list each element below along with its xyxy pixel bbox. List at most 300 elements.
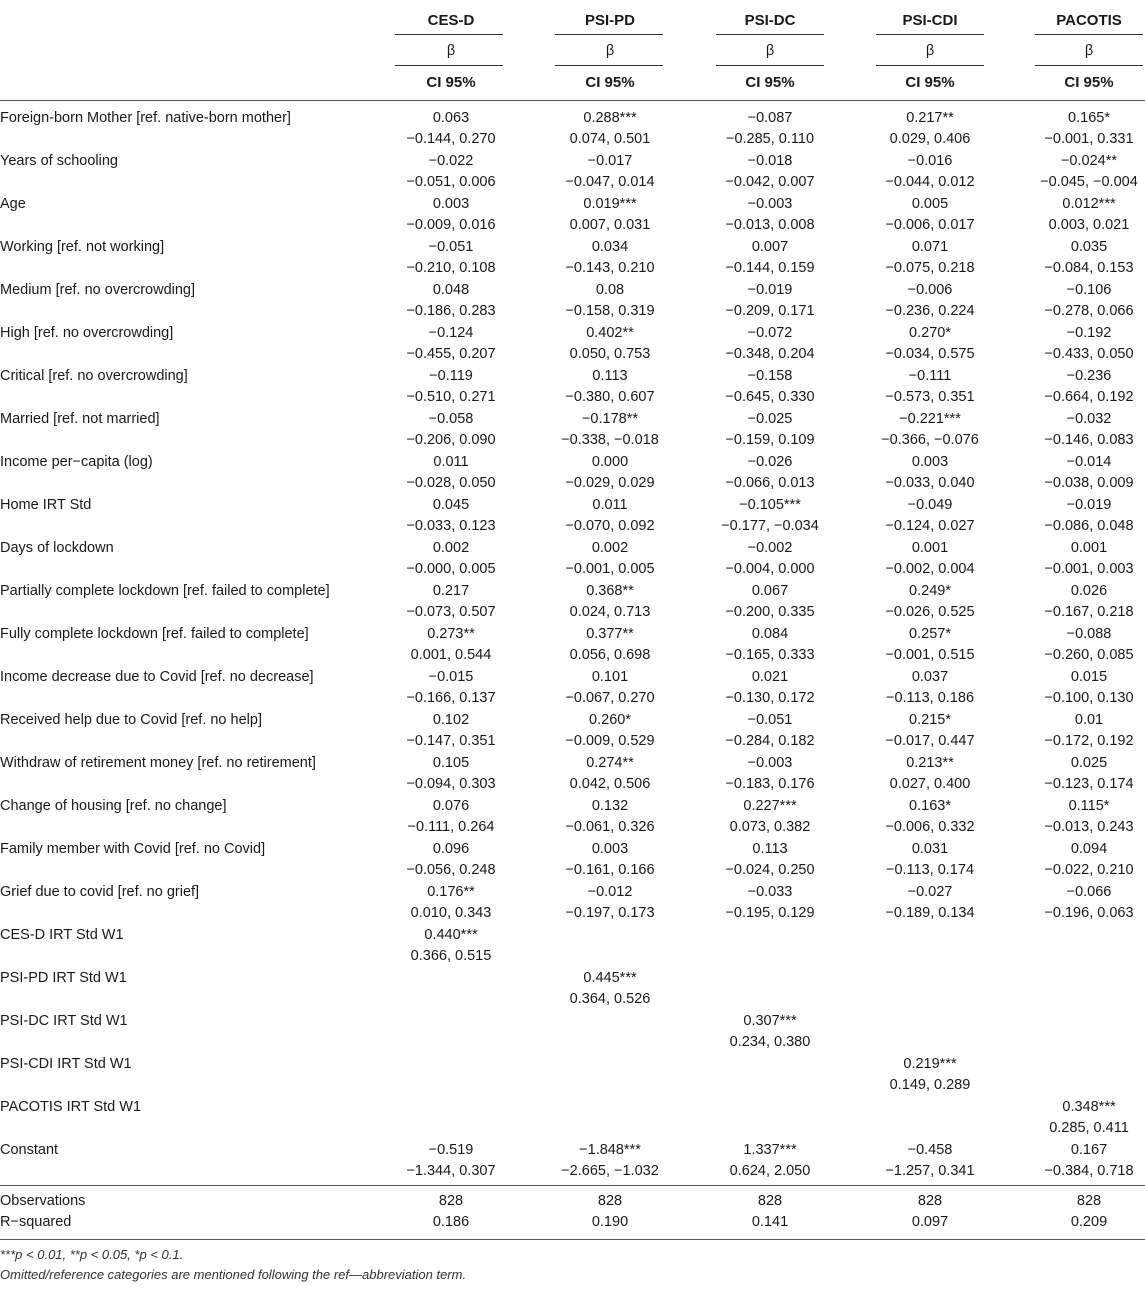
row-label: Medium [ref. no overcrowding] [0, 282, 196, 298]
table-row [0, 409, 1145, 430]
header-row [0, 41, 1145, 62]
ci-cell: −0.366, −0.076 [881, 432, 979, 448]
ci-cell: −0.348, 0.204 [725, 346, 815, 362]
header-underline [876, 65, 984, 66]
ci-cell: −0.113, 0.186 [885, 690, 975, 706]
column-ci-label: CI 95% [745, 74, 795, 91]
column-ci-label: CI 95% [426, 74, 476, 91]
coef-cell: 0.176** [427, 884, 475, 900]
coef-cell: 0.105 [432, 755, 470, 771]
table-row [0, 1054, 1145, 1075]
table-row-ci [0, 1032, 1145, 1053]
table-row-ci [0, 602, 1145, 623]
ci-cell: 0.074, 0.501 [569, 131, 651, 147]
ci-cell: −0.384, 0.718 [1044, 1163, 1134, 1179]
coef-cell: −0.458 [907, 1142, 953, 1158]
ci-cell: −0.038, 0.009 [1044, 475, 1134, 491]
table-row [0, 323, 1145, 344]
ci-cell: −0.111, 0.264 [407, 819, 495, 835]
header-underline [555, 34, 663, 35]
ci-cell: −0.338, −0.018 [561, 432, 659, 448]
ci-cell: −0.166, 0.137 [406, 690, 496, 706]
ci-cell: −0.033, 0.040 [885, 475, 975, 491]
coef-cell: 0.348*** [1062, 1099, 1116, 1115]
ci-cell: −0.189, 0.134 [885, 905, 975, 921]
stats-value: 0.209 [1070, 1214, 1108, 1230]
coef-cell: −0.025 [747, 411, 793, 427]
ci-cell: −0.045, −0.004 [1040, 174, 1138, 190]
ci-cell: 0.364, 0.526 [569, 991, 651, 1007]
column-header: CES-D [427, 12, 475, 29]
table-row [0, 710, 1145, 731]
coef-cell: 0.003 [911, 454, 949, 470]
ci-cell: −0.084, 0.153 [1044, 260, 1134, 276]
ci-cell: −0.073, 0.507 [406, 604, 496, 620]
ci-cell: 0.042, 0.506 [569, 776, 651, 792]
ci-cell: −0.001, 0.005 [565, 561, 655, 577]
ci-cell: 0.001, 0.544 [410, 647, 492, 663]
table-row [0, 366, 1145, 387]
coef-cell: 0.076 [432, 798, 470, 814]
coef-cell: 0.440*** [424, 927, 478, 943]
table-row-ci [0, 1075, 1145, 1096]
ci-cell: −0.209, 0.171 [725, 303, 815, 319]
coef-cell: 0.048 [432, 282, 470, 298]
row-label: High [ref. no overcrowding] [0, 325, 174, 341]
ci-cell: −0.022, 0.210 [1044, 862, 1134, 878]
ci-cell: −0.066, 0.013 [725, 475, 815, 491]
coef-cell: −0.124 [428, 325, 474, 341]
ci-cell: −0.206, 0.090 [406, 432, 496, 448]
table-row-ci [0, 559, 1145, 580]
ci-cell: −0.056, 0.248 [406, 862, 496, 878]
table-row-ci [0, 989, 1145, 1010]
coef-cell: −0.106 [1066, 282, 1112, 298]
ci-cell: −0.044, 0.012 [885, 174, 975, 190]
stats-label: Observations [0, 1193, 86, 1209]
ci-cell: −0.033, 0.123 [406, 518, 496, 534]
ci-cell: −0.380, 0.607 [565, 389, 655, 405]
ci-cell: −0.001, 0.331 [1044, 131, 1134, 147]
coef-cell: 0.167 [1070, 1142, 1108, 1158]
ci-cell: −0.026, 0.525 [885, 604, 975, 620]
coef-cell: 0.257* [909, 626, 951, 642]
ci-cell: −0.210, 0.108 [406, 260, 496, 276]
row-label: Home IRT Std [0, 497, 92, 513]
ci-cell: −0.186, 0.283 [406, 303, 496, 319]
coef-cell: −0.519 [428, 1142, 474, 1158]
ci-cell: −0.167, 0.218 [1044, 604, 1134, 620]
coef-cell: 0.096 [432, 841, 470, 857]
ci-cell: 0.285, 0.411 [1049, 1120, 1129, 1136]
coef-cell: 0.217** [906, 110, 954, 126]
row-label: Foreign-born Mother [ref. native-born mother] [0, 110, 291, 126]
ci-cell: −0.433, 0.050 [1044, 346, 1134, 362]
table-row [0, 968, 1145, 989]
coef-cell: 0.005 [911, 196, 949, 212]
ci-cell: −0.284, 0.182 [725, 733, 815, 749]
ci-cell: −0.113, 0.174 [885, 862, 975, 878]
stats-value: 828 [597, 1193, 623, 1209]
coef-cell: 0.307*** [743, 1013, 797, 1029]
ci-cell: −0.130, 0.172 [725, 690, 815, 706]
ci-cell: −0.645, 0.330 [725, 389, 815, 405]
table-row-ci [0, 1118, 1145, 1139]
stats-value: 828 [1076, 1193, 1102, 1209]
table-row [0, 1097, 1145, 1118]
coef-cell: 0.063 [432, 110, 470, 126]
row-label: Married [ref. not married] [0, 411, 160, 427]
table-row-ci [0, 860, 1145, 881]
stats-value: 828 [757, 1193, 783, 1209]
coef-cell: 0.031 [911, 841, 949, 857]
ci-cell: −0.195, 0.129 [725, 905, 815, 921]
column-header: PSI-DC [744, 12, 796, 29]
coef-cell: 0.270* [909, 325, 951, 341]
table-row-ci [0, 946, 1145, 967]
coef-cell: 0.113 [752, 841, 788, 857]
row-label: Income per−capita (log) [0, 454, 153, 470]
ci-cell: −0.042, 0.007 [725, 174, 815, 190]
table-row [0, 1140, 1145, 1161]
ci-cell: −0.034, 0.575 [885, 346, 975, 362]
table-row [0, 495, 1145, 516]
coef-cell: 0.08 [595, 282, 625, 298]
coef-cell: 0.094 [1070, 841, 1108, 857]
ci-cell: −0.161, 0.166 [565, 862, 655, 878]
table-row [0, 796, 1145, 817]
coef-cell: 0.007 [751, 239, 789, 255]
table-row-ci [0, 817, 1145, 838]
stats-value: 0.186 [432, 1214, 470, 1230]
coef-cell: 0.288*** [583, 110, 637, 126]
row-label: PSI-DC IRT Std W1 [0, 1013, 128, 1029]
ci-cell: 0.056, 0.698 [569, 647, 651, 663]
ci-cell: −0.009, 0.016 [406, 217, 496, 233]
ci-cell: −0.001, 0.003 [1044, 561, 1134, 577]
ci-cell: 0.024, 0.713 [569, 604, 651, 620]
table-row [0, 624, 1145, 645]
coef-cell: 0.000 [591, 454, 629, 470]
coef-cell: −0.088 [1066, 626, 1112, 642]
coef-cell: 1.337*** [743, 1142, 797, 1158]
table-row-ci [0, 301, 1145, 322]
coef-cell: −0.027 [907, 884, 953, 900]
coef-cell: 0.274** [586, 755, 634, 771]
coef-cell: −0.019 [1066, 497, 1112, 513]
table-row [0, 151, 1145, 172]
table-row [0, 882, 1145, 903]
table-row [0, 753, 1145, 774]
column-header: PACOTIS [1056, 12, 1122, 29]
ci-cell: 0.029, 0.406 [889, 131, 971, 147]
coef-cell: 0.273** [427, 626, 475, 642]
ci-cell: 0.366, 0.515 [410, 948, 492, 964]
coef-cell: 0.001 [911, 540, 949, 556]
column-stat-label: β [765, 43, 775, 59]
column-stat-label: β [925, 43, 935, 59]
ci-cell: −0.197, 0.173 [565, 905, 655, 921]
table-bottom-rule [0, 1239, 1145, 1240]
table-row [0, 538, 1145, 559]
coef-cell: 0.045 [432, 497, 470, 513]
ci-cell: −0.147, 0.351 [406, 733, 496, 749]
table-row-ci [0, 645, 1145, 666]
header-row [0, 10, 1145, 31]
coef-cell: −0.019 [747, 282, 793, 298]
coef-cell: −0.178** [581, 411, 639, 427]
ci-cell: −0.183, 0.176 [725, 776, 815, 792]
ci-cell: −1.257, 0.341 [885, 1163, 975, 1179]
ci-cell: −0.028, 0.050 [406, 475, 496, 491]
coef-cell: −0.087 [747, 110, 793, 126]
coef-cell: −0.024** [1060, 153, 1118, 169]
coef-cell: 0.102 [432, 712, 470, 728]
coef-cell: −0.002 [747, 540, 793, 556]
table-row [0, 839, 1145, 860]
ci-cell: 0.003, 0.021 [1048, 217, 1130, 233]
coef-cell: 0.021 [751, 669, 789, 685]
table-row [0, 925, 1145, 946]
row-label: PSI-CDI IRT Std W1 [0, 1056, 132, 1072]
table-row-ci [0, 172, 1145, 193]
ci-cell: −0.013, 0.243 [1044, 819, 1134, 835]
coef-cell: 0.113 [592, 368, 628, 384]
coef-cell: −0.192 [1066, 325, 1112, 341]
ci-cell: −0.094, 0.303 [406, 776, 496, 792]
ci-cell: −0.285, 0.110 [725, 131, 815, 147]
table-row-ci [0, 258, 1145, 279]
coef-cell: 0.368** [586, 583, 634, 599]
ci-cell: −0.236, 0.224 [885, 303, 975, 319]
header-underline [716, 34, 824, 35]
coef-cell: −0.017 [587, 153, 633, 169]
table-row-ci [0, 774, 1145, 795]
coef-cell: −0.018 [747, 153, 793, 169]
column-stat-label: β [1084, 43, 1094, 59]
row-label: Grief due to covid [ref. no grief] [0, 884, 200, 900]
ci-cell: 0.624, 2.050 [729, 1163, 811, 1179]
ci-cell: −0.004, 0.000 [725, 561, 815, 577]
ci-cell: −0.051, 0.006 [406, 174, 496, 190]
ci-cell: −0.002, 0.004 [885, 561, 975, 577]
ci-cell: −0.001, 0.515 [885, 647, 975, 663]
coef-cell: −0.012 [587, 884, 633, 900]
coef-cell: 0.132 [591, 798, 629, 814]
ci-cell: −0.664, 0.192 [1044, 389, 1134, 405]
coef-cell: 0.163* [909, 798, 951, 814]
column-ci-label: CI 95% [905, 74, 955, 91]
ci-cell: −0.143, 0.210 [565, 260, 655, 276]
ci-cell: −0.455, 0.207 [406, 346, 496, 362]
coef-cell: −0.026 [747, 454, 793, 470]
coef-cell: −0.032 [1066, 411, 1112, 427]
coef-cell: −0.051 [428, 239, 474, 255]
header-underline [876, 34, 984, 35]
ci-cell: 0.010, 0.343 [410, 905, 492, 921]
row-label: Critical [ref. no overcrowding] [0, 368, 188, 384]
ci-cell: −0.172, 0.192 [1044, 733, 1134, 749]
table-row-ci [0, 473, 1145, 494]
table-row [0, 452, 1145, 473]
coef-cell: 0.002 [591, 540, 629, 556]
coef-cell: 0.012*** [1062, 196, 1116, 212]
coef-cell: 0.067 [751, 583, 789, 599]
coef-cell: −0.058 [428, 411, 474, 427]
column-stat-label: β [446, 43, 456, 59]
row-label: Family member with Covid [ref. no Covid] [0, 841, 266, 857]
ci-cell: −0.000, 0.005 [406, 561, 496, 577]
ci-cell: −0.177, −0.034 [721, 518, 819, 534]
ci-cell: −0.158, 0.319 [565, 303, 655, 319]
header-row [0, 72, 1145, 93]
coef-cell: 0.011 [433, 454, 469, 470]
ci-cell: −0.144, 0.270 [406, 131, 496, 147]
row-label: Partially complete lockdown [ref. failed to complete] [0, 583, 330, 599]
table-row [0, 237, 1145, 258]
coef-cell: −0.158 [747, 368, 793, 384]
row-label: Constant [0, 1142, 59, 1158]
column-ci-label: CI 95% [585, 74, 635, 91]
coef-cell: 0.227*** [743, 798, 797, 814]
coef-cell: −0.016 [907, 153, 953, 169]
row-label: Working [ref. not working] [0, 239, 165, 255]
stats-value: 0.141 [751, 1214, 789, 1230]
coef-cell: 0.217 [432, 583, 470, 599]
table-row-ci [0, 430, 1145, 451]
table-row [0, 194, 1145, 215]
row-label: Fully complete lockdown [ref. failed to complete] [0, 626, 309, 642]
table-row-ci [0, 129, 1145, 150]
table-row-ci [0, 903, 1145, 924]
ci-cell: 0.149, 0.289 [889, 1077, 971, 1093]
row-label: Years of schooling [0, 153, 118, 169]
coef-cell: −0.033 [747, 884, 793, 900]
ci-cell: −2.665, −1.032 [561, 1163, 659, 1179]
ci-cell: −0.086, 0.048 [1044, 518, 1134, 534]
ci-cell: −0.123, 0.174 [1044, 776, 1134, 792]
ci-cell: 0.073, 0.382 [729, 819, 811, 835]
coef-cell: 0.034 [591, 239, 629, 255]
ci-cell: −0.510, 0.271 [406, 389, 496, 405]
coef-cell: 0.002 [432, 540, 470, 556]
column-header: PSI-PD [584, 12, 635, 29]
row-label: Change of housing [ref. no change] [0, 798, 227, 814]
ci-cell: −0.075, 0.218 [885, 260, 975, 276]
ci-cell: 0.027, 0.400 [889, 776, 971, 792]
coef-cell: −0.014 [1066, 454, 1112, 470]
coef-cell: 0.01 [1074, 712, 1104, 728]
ci-cell: −0.165, 0.333 [725, 647, 815, 663]
header-underline [555, 65, 663, 66]
row-label: CES-D IRT Std W1 [0, 927, 124, 943]
ci-cell: −0.260, 0.085 [1044, 647, 1134, 663]
table-row-ci [0, 688, 1145, 709]
coef-cell: −0.111 [908, 368, 952, 384]
row-label: PACOTIS IRT Std W1 [0, 1099, 142, 1115]
ci-cell: −0.200, 0.335 [725, 604, 815, 620]
ci-cell: −0.144, 0.159 [725, 260, 815, 276]
coef-cell: 0.025 [1070, 755, 1108, 771]
ci-cell: −1.344, 0.307 [406, 1163, 496, 1179]
coef-cell: 0.101 [591, 669, 629, 685]
coef-cell: −0.003 [747, 755, 793, 771]
coef-cell: 0.215* [909, 712, 951, 728]
coef-cell: −0.049 [907, 497, 953, 513]
coef-cell: 0.445*** [583, 970, 637, 986]
coef-cell: 0.219*** [903, 1056, 957, 1072]
table-row-ci [0, 731, 1145, 752]
coef-cell: −0.066 [1066, 884, 1112, 900]
coef-cell: −0.006 [907, 282, 953, 298]
coef-cell: −0.022 [428, 153, 474, 169]
row-label: PSI-PD IRT Std W1 [0, 970, 127, 986]
table-row [0, 280, 1145, 301]
coef-cell: 0.015 [1070, 669, 1108, 685]
table-row [0, 1011, 1145, 1032]
stats-value: 0.190 [591, 1214, 629, 1230]
ci-cell: −0.006, 0.017 [885, 217, 975, 233]
stats-row [0, 1212, 1145, 1233]
header-underline [395, 65, 503, 66]
column-ci-label: CI 95% [1064, 74, 1114, 91]
coef-cell: −0.015 [428, 669, 474, 685]
ci-cell: −0.009, 0.529 [565, 733, 655, 749]
column-stat-label: β [605, 43, 615, 59]
coef-cell: 0.035 [1070, 239, 1108, 255]
coef-cell: −1.848*** [579, 1142, 641, 1158]
ci-cell: −0.146, 0.083 [1044, 432, 1134, 448]
coef-cell: 0.003 [591, 841, 629, 857]
ci-cell: −0.100, 0.130 [1044, 690, 1134, 706]
table-row-ci [0, 215, 1145, 236]
coef-cell: −0.119 [429, 368, 473, 384]
coef-cell: 0.071 [911, 239, 949, 255]
coef-cell: 0.001 [1070, 540, 1108, 556]
coef-cell: −0.003 [747, 196, 793, 212]
table-row [0, 581, 1145, 602]
ci-cell: 0.050, 0.753 [569, 346, 651, 362]
coef-cell: 0.213** [906, 755, 954, 771]
ci-cell: 0.234, 0.380 [729, 1034, 811, 1050]
coef-cell: 0.037 [911, 669, 949, 685]
stats-value: 828 [438, 1193, 464, 1209]
stats-divider [0, 1185, 1145, 1186]
table-row-ci [0, 387, 1145, 408]
coef-cell: 0.165* [1068, 110, 1110, 126]
ci-cell: −0.159, 0.109 [725, 432, 815, 448]
table-row-ci [0, 1161, 1145, 1182]
row-label: Age [0, 196, 26, 212]
header-underline [1035, 34, 1143, 35]
row-label: Withdraw of retirement money [ref. no retirement] [0, 755, 316, 771]
coef-cell: −0.051 [747, 712, 793, 728]
ci-cell: −0.006, 0.332 [885, 819, 975, 835]
ci-cell: −0.278, 0.066 [1044, 303, 1134, 319]
coef-cell: 0.402** [586, 325, 634, 341]
row-label: Days of lockdown [0, 540, 114, 556]
row-label: Income decrease due to Covid [ref. no decrease] [0, 669, 314, 685]
ci-cell: −0.017, 0.447 [885, 733, 975, 749]
coef-cell: 0.019*** [583, 196, 637, 212]
table-row [0, 108, 1145, 129]
coef-cell: −0.105*** [739, 497, 801, 513]
table-row-ci [0, 516, 1145, 537]
stats-row [0, 1191, 1145, 1212]
table-row-ci [0, 344, 1145, 365]
stats-label: R−squared [0, 1214, 72, 1230]
coef-cell: −0.236 [1066, 368, 1112, 384]
